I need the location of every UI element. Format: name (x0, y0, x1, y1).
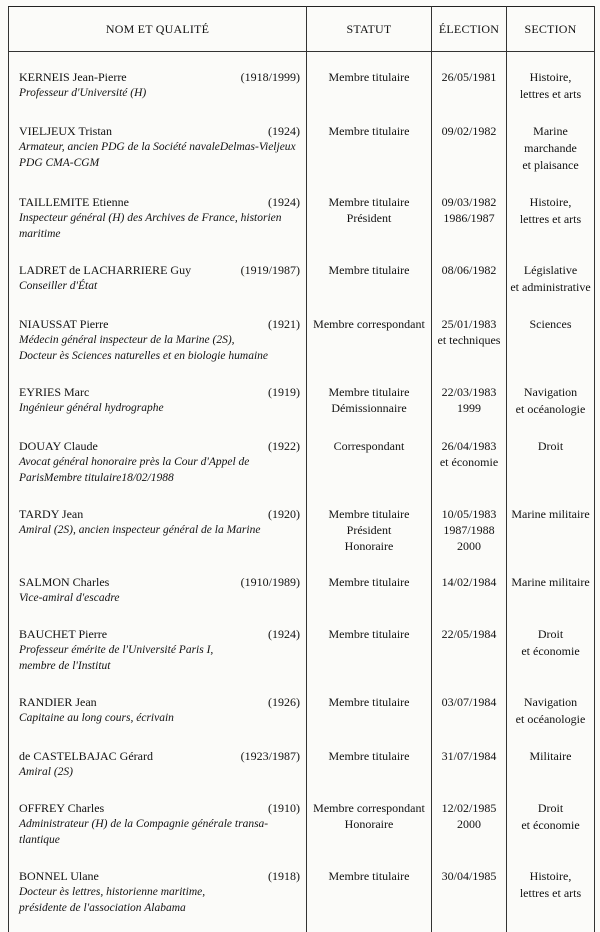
section-cell (507, 123, 595, 175)
election-cell (432, 800, 507, 849)
section-cell (507, 574, 595, 607)
statut-line: Membre titulaire (309, 262, 429, 278)
person-qualification: Ingénieur général hydrographe (19, 400, 300, 416)
row-spacer (9, 104, 595, 123)
spacer-cell (307, 487, 432, 506)
spacer-cell (507, 175, 595, 194)
election-cell (432, 574, 507, 607)
spacer-cell (432, 175, 507, 194)
spacer-cell (507, 297, 595, 316)
person-name: TARDY Jean (19, 506, 83, 522)
section-line: Sciences (509, 316, 592, 333)
table-row (9, 194, 595, 243)
table-row (9, 69, 595, 104)
statut-line: Correspondant (309, 438, 429, 454)
section-line: et économie (509, 817, 592, 834)
person-dates: (1920) (268, 506, 300, 522)
row-spacer (9, 849, 595, 868)
statut-cell (307, 69, 432, 104)
spacer-cell (9, 175, 307, 194)
election-line: 2000 (434, 816, 504, 832)
person-name: KERNEIS Jean-Pierre (19, 69, 127, 85)
name-line (19, 506, 300, 522)
name-cell (9, 574, 307, 607)
election-cell (432, 262, 507, 297)
table-row (9, 748, 595, 781)
person-dates: (1921) (268, 316, 300, 332)
name-cell (9, 194, 307, 243)
election-line: 08/06/1982 (434, 262, 504, 278)
statut-cell (307, 626, 432, 675)
name-cell (9, 123, 307, 175)
election-line: 1987/1988 (434, 522, 504, 538)
section-cell (507, 384, 595, 419)
name-line (19, 194, 300, 210)
section-cell (507, 194, 595, 243)
name-line (19, 262, 300, 278)
section-line: et économie (509, 643, 592, 660)
spacer-cell (9, 781, 307, 800)
section-line: Histoire, (509, 868, 592, 885)
person-qualification: Professeur d'Université (H) (19, 85, 300, 101)
header-election: ÉLECTION (432, 7, 507, 52)
statut-line: Honoraire (309, 538, 429, 554)
statut-line: Président (309, 210, 429, 226)
spacer-cell (9, 243, 307, 262)
election-cell (432, 506, 507, 555)
election-line: 09/03/1982 (434, 194, 504, 210)
person-qualification: présidente de l'association Alabama (19, 900, 300, 916)
person-name: de CASTELBAJAC Gérard (19, 748, 153, 764)
name-cell (9, 868, 307, 917)
statut-cell (307, 868, 432, 917)
election-line: 10/05/1983 (434, 506, 504, 522)
section-line: Marine militaire (509, 506, 592, 523)
person-dates: (1918) (268, 868, 300, 884)
section-line: Militaire (509, 748, 592, 765)
section-line: Droit (509, 438, 592, 455)
spacer-cell (432, 365, 507, 384)
spacer-cell (432, 917, 507, 932)
spacer-cell (307, 297, 432, 316)
spacer-cell (432, 297, 507, 316)
header-name: NOM ET QUALITÉ (9, 7, 307, 52)
election-cell (432, 748, 507, 781)
name-line (19, 694, 300, 710)
section-line: Droit (509, 626, 592, 643)
spacer-cell (9, 675, 307, 694)
spacer-cell (9, 729, 307, 748)
name-cell (9, 69, 307, 104)
spacer-cell (9, 607, 307, 626)
spacer-cell (507, 849, 595, 868)
spacer-cell (307, 419, 432, 438)
person-qualification: Docteur ès lettres, historienne maritime, (19, 884, 300, 900)
section-line: lettres et arts (509, 885, 592, 902)
table-row (9, 694, 595, 729)
person-dates: (1910) (268, 800, 300, 816)
spacer-cell (432, 52, 507, 70)
statut-line: Membre titulaire (309, 868, 429, 884)
person-qualification: membre de l'Institut (19, 658, 300, 674)
person-qualification: Capitaine au long cours, écrivain (19, 710, 300, 726)
spacer-cell (432, 781, 507, 800)
person-name: SALMON Charles (19, 574, 109, 590)
section-line: lettres et arts (509, 211, 592, 228)
row-spacer (9, 419, 595, 438)
person-name: VIELJEUX Tristan (19, 123, 112, 139)
row-spacer (9, 365, 595, 384)
section-line: Législative (509, 262, 592, 279)
members-table (8, 6, 595, 932)
table-header-row (9, 7, 595, 52)
person-name: BONNEL Ulane (19, 868, 99, 884)
statut-line: Membre titulaire (309, 384, 429, 400)
section-line: Marine (509, 123, 592, 140)
name-line (19, 748, 300, 764)
spacer-cell (432, 555, 507, 574)
statut-cell (307, 123, 432, 175)
section-line: Navigation (509, 694, 592, 711)
person-name: OFFREY Charles (19, 800, 104, 816)
spacer-cell (307, 175, 432, 194)
election-line: 09/02/1982 (434, 123, 504, 139)
spacer-cell (307, 849, 432, 868)
election-line: et économie (434, 454, 504, 470)
statut-cell (307, 506, 432, 555)
election-line: 31/07/1984 (434, 748, 504, 764)
name-line (19, 69, 300, 85)
row-spacer (9, 297, 595, 316)
section-line: Marine militaire (509, 574, 592, 591)
section-cell (507, 800, 595, 849)
name-cell (9, 506, 307, 555)
statut-line: Membre correspondant (309, 316, 429, 332)
spacer-cell (9, 555, 307, 574)
person-dates: (1910/1989) (241, 574, 300, 590)
person-name: NIAUSSAT Pierre (19, 316, 108, 332)
section-cell (507, 868, 595, 917)
election-line: 22/03/1983 (434, 384, 504, 400)
name-line (19, 384, 300, 400)
election-line: 22/05/1984 (434, 626, 504, 642)
section-line: et plaisance (509, 157, 592, 174)
name-line (19, 316, 300, 332)
statut-line: Honoraire (309, 816, 429, 832)
election-cell (432, 194, 507, 243)
spacer-cell (9, 52, 307, 70)
statut-cell (307, 574, 432, 607)
statut-cell (307, 800, 432, 849)
name-cell (9, 748, 307, 781)
person-qualification: PDG CMA-CGM (19, 155, 300, 171)
spacer-cell (9, 365, 307, 384)
section-cell (507, 262, 595, 297)
person-qualification: Amiral (2S), ancien inspecteur général de la Marine (19, 522, 300, 538)
election-cell (432, 438, 507, 487)
election-line: 30/04/1985 (434, 868, 504, 884)
statut-cell (307, 262, 432, 297)
person-qualification: maritime (19, 226, 300, 242)
spacer-cell (432, 419, 507, 438)
statut-cell (307, 316, 432, 365)
statut-line: Membre titulaire (309, 506, 429, 522)
name-line (19, 868, 300, 884)
row-spacer (9, 729, 595, 748)
statut-cell (307, 384, 432, 419)
section-line: marchande (509, 140, 592, 157)
spacer-cell (9, 297, 307, 316)
statut-line: Membre titulaire (309, 694, 429, 710)
election-line: 2000 (434, 538, 504, 554)
table-row (9, 800, 595, 849)
person-dates: (1923/1987) (241, 748, 300, 764)
section-cell (507, 748, 595, 781)
spacer-cell (507, 729, 595, 748)
person-dates: (1919) (268, 384, 300, 400)
statut-cell (307, 748, 432, 781)
spacer-cell (307, 729, 432, 748)
statut-cell (307, 194, 432, 243)
row-spacer (9, 781, 595, 800)
spacer-cell (307, 555, 432, 574)
statut-line: Membre correspondant (309, 800, 429, 816)
table-row (9, 868, 595, 917)
statut-line: Président (309, 522, 429, 538)
person-dates: (1922) (268, 438, 300, 454)
person-qualification: Avocat général honoraire près la Cour d'Appel de ParisMembre titulaire18/02/1988 (19, 454, 300, 486)
spacer-cell (507, 104, 595, 123)
section-line: Histoire, (509, 69, 592, 86)
person-dates: (1924) (268, 194, 300, 210)
name-cell (9, 438, 307, 487)
spacer-cell (507, 487, 595, 506)
spacer-cell (9, 419, 307, 438)
spacer-cell (507, 419, 595, 438)
spacer-cell (432, 849, 507, 868)
election-cell (432, 316, 507, 365)
spacer-cell (507, 917, 595, 932)
name-cell (9, 316, 307, 365)
table-row (9, 384, 595, 419)
header-section: SECTION (507, 7, 595, 52)
name-cell (9, 694, 307, 729)
person-dates: (1919/1987) (241, 262, 300, 278)
person-name: BAUCHET Pierre (19, 626, 107, 642)
person-qualification: Administrateur (H) de la Compagnie générale transa- (19, 816, 300, 832)
name-line (19, 626, 300, 642)
section-line: Droit (509, 800, 592, 817)
table-row (9, 438, 595, 487)
row-spacer (9, 607, 595, 626)
section-line: Histoire, (509, 194, 592, 211)
spacer-cell (507, 607, 595, 626)
person-qualification: tlantique (19, 832, 300, 848)
person-qualification: Vice-amiral d'escadre (19, 590, 300, 606)
election-line: 1999 (434, 400, 504, 416)
spacer-cell (507, 781, 595, 800)
statut-line: Membre titulaire (309, 194, 429, 210)
spacer-cell (307, 917, 432, 932)
person-qualification: Inspecteur général (H) des Archives de France, historien (19, 210, 300, 226)
name-line (19, 438, 300, 454)
person-qualification: Médecin général inspecteur de la Marine (2S), (19, 332, 300, 348)
name-line (19, 574, 300, 590)
table-body (9, 52, 595, 932)
statut-line: Membre titulaire (309, 626, 429, 642)
statut-cell (307, 694, 432, 729)
spacer-cell (9, 487, 307, 506)
person-qualification: Conseiller d'État (19, 278, 300, 294)
section-cell (507, 626, 595, 675)
section-cell (507, 316, 595, 365)
spacer-cell (507, 365, 595, 384)
section-line: et océanologie (509, 711, 592, 728)
spacer-cell (307, 104, 432, 123)
person-name: DOUAY Claude (19, 438, 98, 454)
name-cell (9, 800, 307, 849)
person-qualification: Docteur ès Sciences naturelles et en biologie humaine (19, 348, 300, 364)
row-spacer (9, 555, 595, 574)
election-line: 1986/1987 (434, 210, 504, 226)
section-line: Navigation (509, 384, 592, 401)
spacer-cell (432, 243, 507, 262)
person-dates: (1918/1999) (241, 69, 300, 85)
election-cell (432, 384, 507, 419)
name-line (19, 800, 300, 816)
name-line (19, 123, 300, 139)
statut-cell (307, 438, 432, 487)
spacer-cell (307, 243, 432, 262)
spacer-cell (9, 917, 307, 932)
spacer-cell (507, 555, 595, 574)
person-qualification: Amiral (2S) (19, 764, 300, 780)
row-spacer (9, 675, 595, 694)
election-cell (432, 694, 507, 729)
statut-line: Membre titulaire (309, 574, 429, 590)
statut-line: Membre titulaire (309, 123, 429, 139)
table-row (9, 574, 595, 607)
table-row (9, 262, 595, 297)
person-dates: (1924) (268, 123, 300, 139)
statut-line: Démissionnaire (309, 400, 429, 416)
table-row (9, 123, 595, 175)
election-line: 12/02/1985 (434, 800, 504, 816)
spacer-cell (307, 365, 432, 384)
person-name: LADRET de LACHARRIERE Guy (19, 262, 191, 278)
person-name: EYRIES Marc (19, 384, 89, 400)
person-qualification: Professeur émérite de l'Université Paris I, (19, 642, 300, 658)
spacer-cell (307, 781, 432, 800)
person-qualification: Armateur, ancien PDG de la Société navaleDelmas-Vieljeux (19, 139, 300, 155)
section-cell (507, 438, 595, 487)
spacer-cell (432, 487, 507, 506)
spacer-cell (432, 607, 507, 626)
spacer-cell (9, 849, 307, 868)
spacer-cell (307, 607, 432, 626)
election-cell (432, 868, 507, 917)
name-cell (9, 626, 307, 675)
section-line: et océanologie (509, 401, 592, 418)
election-line: et techniques (434, 332, 504, 348)
election-line: 03/07/1984 (434, 694, 504, 710)
spacer-cell (432, 729, 507, 748)
spacer-cell (9, 104, 307, 123)
election-cell (432, 626, 507, 675)
row-spacer (9, 487, 595, 506)
section-line: lettres et arts (509, 86, 592, 103)
election-line: 26/04/1983 (434, 438, 504, 454)
election-line: 14/02/1984 (434, 574, 504, 590)
section-cell (507, 506, 595, 555)
statut-line: Membre titulaire (309, 748, 429, 764)
spacer-cell (507, 675, 595, 694)
row-spacer (9, 917, 595, 932)
table-row (9, 506, 595, 555)
person-dates: (1926) (268, 694, 300, 710)
spacer-cell (432, 104, 507, 123)
spacer-cell (432, 675, 507, 694)
election-line: 26/05/1981 (434, 69, 504, 85)
section-cell (507, 694, 595, 729)
row-spacer (9, 243, 595, 262)
statut-line: Membre titulaire (309, 69, 429, 85)
table-row (9, 626, 595, 675)
spacer-cell (307, 52, 432, 70)
person-name: TAILLEMITE Etienne (19, 194, 129, 210)
election-cell (432, 69, 507, 104)
section-line: et administrative (509, 279, 592, 296)
spacer-cell (307, 675, 432, 694)
table-row (9, 316, 595, 365)
election-cell (432, 123, 507, 175)
spacer-cell (507, 52, 595, 70)
row-spacer (9, 52, 595, 70)
person-name: RANDIER Jean (19, 694, 97, 710)
name-cell (9, 384, 307, 419)
section-cell (507, 69, 595, 104)
row-spacer (9, 175, 595, 194)
spacer-cell (507, 243, 595, 262)
name-cell (9, 262, 307, 297)
election-line: 25/01/1983 (434, 316, 504, 332)
header-statut: STATUT (307, 7, 432, 52)
person-dates: (1924) (268, 626, 300, 642)
